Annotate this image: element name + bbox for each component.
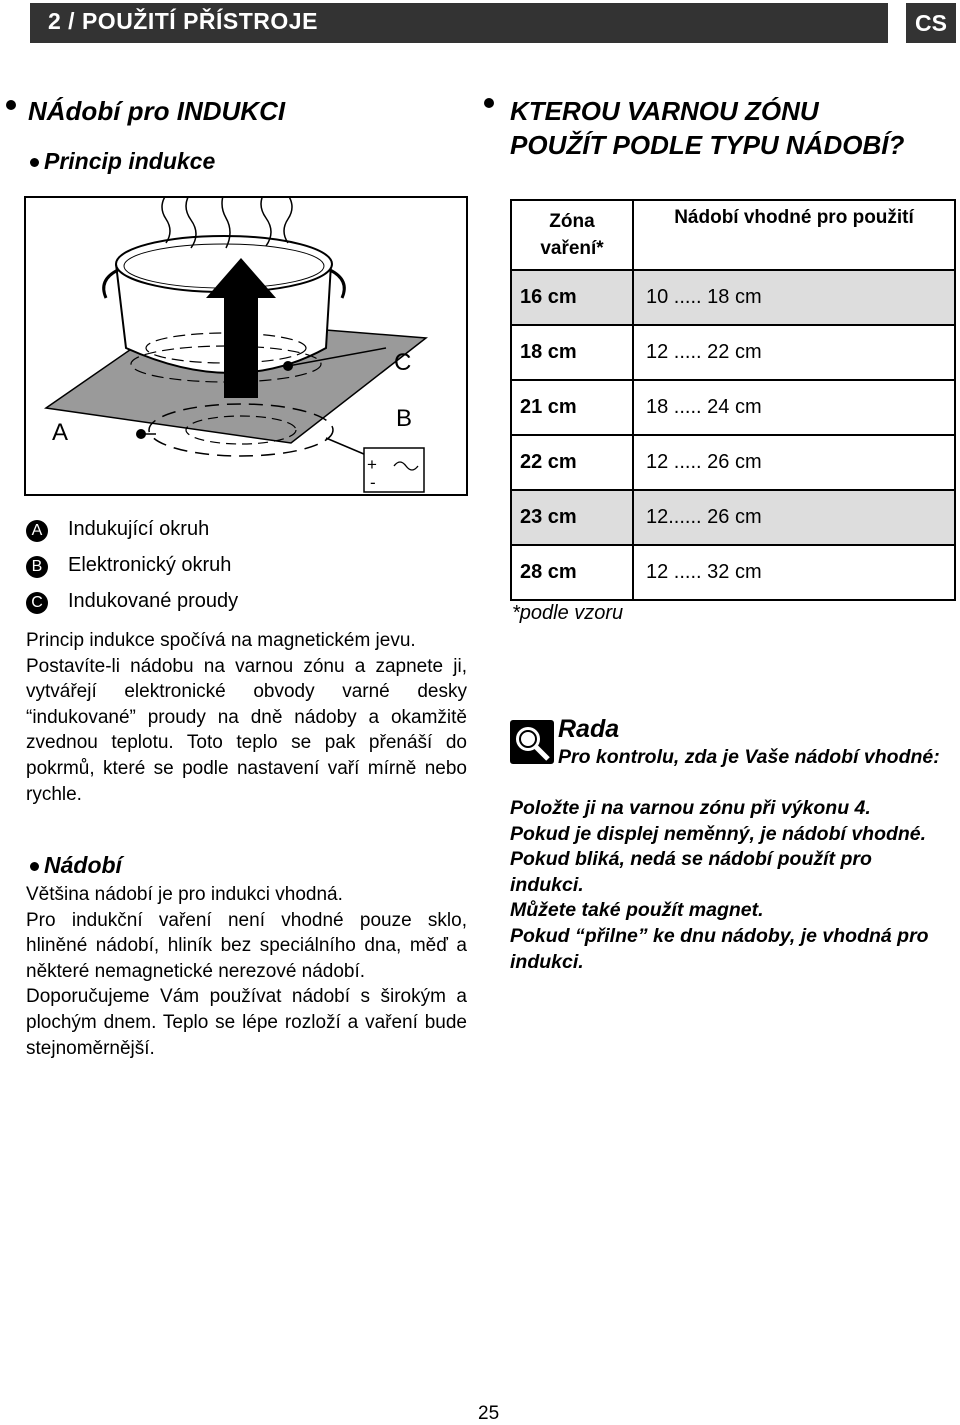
tip-title: Rada xyxy=(558,715,620,743)
legend-text: Indukující okruh xyxy=(68,518,210,540)
legend-letter: B xyxy=(26,556,48,578)
zone-cell: 18 cm xyxy=(511,325,633,380)
zone-cell: 28 cm xyxy=(511,545,633,600)
label-b: B xyxy=(396,405,413,432)
pot-cell: 12 ..... 32 cm xyxy=(633,545,955,600)
pot-cell: 10 ..... 18 cm xyxy=(633,270,955,325)
table-row xyxy=(511,325,955,380)
plus-sign: + xyxy=(367,455,377,474)
table-row xyxy=(511,545,955,600)
tip-body: Položte ji na varnou zónu při výkonu 4. Pokud je displej neměnný, je nádobí vhodné. Pokud bliká, nedá se nádobí použít pro indukci. Můžete také použít magnet. Pokud “přilne” ke dnu nádoby, je vhodná pro indukci. xyxy=(510,797,929,973)
subheading-principle: Princip indukce xyxy=(30,148,215,175)
pot-cell: 18 ..... 24 cm xyxy=(633,380,955,435)
legend-text: Indukované proudy xyxy=(68,590,239,612)
zone-cell: 22 cm xyxy=(511,435,633,490)
legend xyxy=(26,511,238,619)
table-row xyxy=(511,435,955,490)
zone-header: Zóna vaření* xyxy=(511,200,633,270)
page-number: 25 xyxy=(478,1403,500,1424)
legend-letter: A xyxy=(26,520,48,542)
pot-cell: 12 ..... 26 cm xyxy=(633,435,955,490)
legend-item xyxy=(26,511,238,547)
table-header-row xyxy=(511,200,955,270)
section-heading-zones: KTEROU VARNOU ZÓNU POUŽÍT PODLE TYPU NÁDOBÍ? xyxy=(510,96,905,160)
label-a: A xyxy=(52,419,69,446)
zone-cell: 23 cm xyxy=(511,490,633,545)
legend-item xyxy=(26,583,238,619)
table-footnote: *podle vzoru xyxy=(512,602,624,624)
table-row xyxy=(511,380,955,435)
table-row xyxy=(511,270,955,325)
language-badge: CS xyxy=(906,3,956,43)
legend-letter: C xyxy=(26,592,48,614)
minus-sign: - xyxy=(370,473,376,492)
page-section-title: 2 / POUŽITÍ PŘÍSTROJE xyxy=(48,8,318,34)
magnifier-icon xyxy=(510,720,554,764)
bullet xyxy=(484,94,499,112)
legend-item xyxy=(26,547,238,583)
legend-text: Elektronický okruh xyxy=(68,554,232,576)
zones-table xyxy=(510,199,956,601)
label-c: C xyxy=(394,349,412,376)
tip-line: Pro kontrolu, zda je Vaše nádobí vhodné: xyxy=(558,746,940,768)
subheading-cookware: Nádobí xyxy=(30,852,122,879)
section-heading-induction: NÁdobí pro INDUKCI xyxy=(28,96,286,126)
zone-cell: 21 cm xyxy=(511,380,633,435)
pot-header: Nádobí vhodné pro použití xyxy=(633,200,955,270)
pot-cell: 12 ..... 22 cm xyxy=(633,325,955,380)
zone-cell: 16 cm xyxy=(511,270,633,325)
cookware-text: Většina nádobí je pro indukci vhodná. Pro indukční vaření není vhodné pouze sklo, hliněné nádobí, hliník bez speciálního dna, měď a některé nemagnetické nerezové nádobí. Doporučujeme Vám používat nádobí s širokým a plochým dnem. Teplo se lépe rozloží a vaření bude stejnoměrnější. xyxy=(26,884,467,1059)
induction-illustration xyxy=(26,198,466,494)
table-row xyxy=(511,490,955,545)
bullet xyxy=(6,96,21,114)
principle-text: Princip indukce spočívá na magnetickém jevu. Postavíte-li nádobu na varnou zónu a zapnete ji, vytvářejí elektronické obvody varné desky “indukované” proudy na dně nádoby a okamžitě zvednou teplotu. Toto teplo se pak přenáší do pokrmů, které se podle nastavení vaří mírně nebo rychle. xyxy=(26,630,467,805)
pot-cell: 12...... 26 cm xyxy=(633,490,955,545)
induction-diagram xyxy=(24,196,468,496)
